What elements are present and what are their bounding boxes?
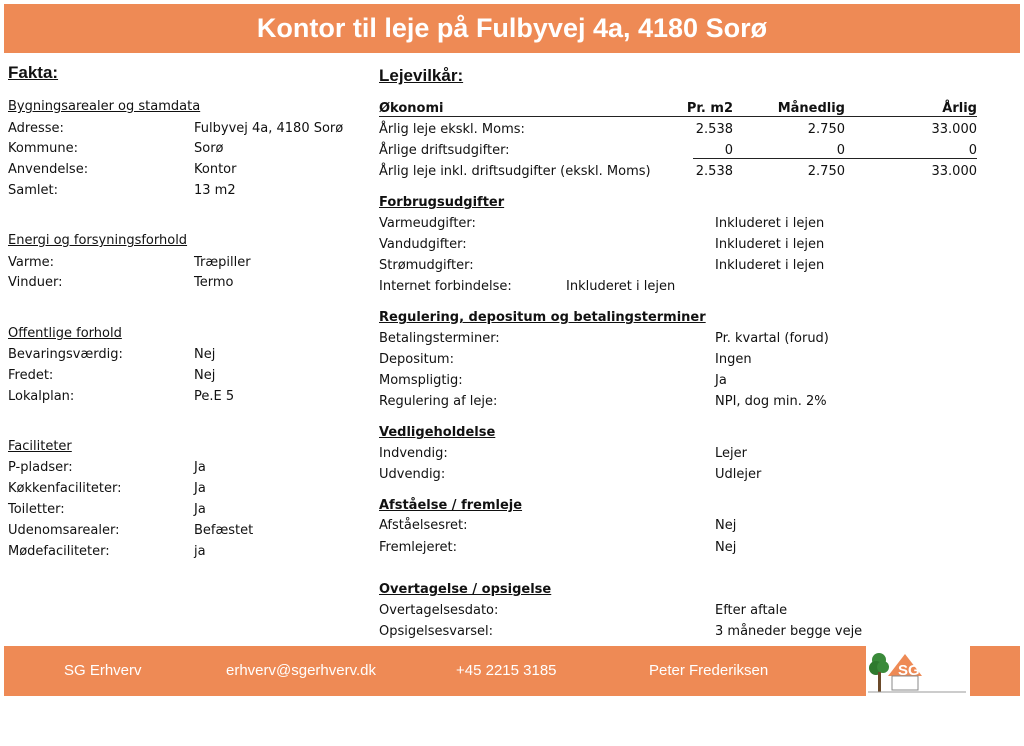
fact-value: Pe.E 5 — [194, 389, 235, 404]
economy-cell: 2.538 — [695, 122, 733, 137]
facts-title: Fakta: — [8, 63, 59, 82]
term-label: Afståelsesret: — [379, 518, 468, 533]
fact-label: Toiletter: — [8, 502, 65, 517]
logo-text: SG Erhverv — [898, 662, 954, 729]
term-value: Inkluderet i lejen — [715, 216, 825, 231]
economy-cell: 0 — [836, 143, 845, 158]
economy-cell: 2.538 — [695, 164, 733, 179]
term-value: Inkluderet i lejen — [715, 258, 825, 273]
term-label: Strømudgifter: — [379, 258, 474, 273]
term-value: NPI, dog min. 2% — [715, 394, 827, 409]
term-label: Betalingsterminer: — [379, 331, 500, 346]
section-heading-regulation: Regulering, depositum og betalingsterminer — [379, 310, 706, 325]
section-heading-facilities: Faciliteter — [8, 439, 72, 454]
term-value: Pr. kvartal (forud) — [715, 331, 829, 346]
term-label: Vandudgifter: — [379, 237, 467, 252]
term-value: Nej — [715, 540, 737, 555]
economy-row-label: Årlig leje ekskl. Moms: — [379, 122, 525, 137]
fact-label: Kommune: — [8, 141, 79, 156]
economy-cell: 0 — [724, 143, 733, 158]
section-heading-building: Bygningsarealer og stamdata — [8, 99, 201, 114]
economy-cell: 0 — [968, 143, 977, 158]
fact-value: Nej — [194, 347, 216, 362]
fact-label: Vinduer: — [8, 275, 63, 290]
section-heading-maintenance: Vedligeholdelse — [379, 425, 496, 440]
term-label: Internet forbindelse: — [379, 279, 512, 294]
fact-label: Samlet: — [8, 183, 58, 198]
term-value: Inkluderet i lejen — [715, 237, 825, 252]
term-label: Opsigelsesvarsel: — [379, 624, 494, 639]
economy-sum-rule — [693, 158, 977, 159]
fact-label: Varme: — [8, 255, 55, 270]
fact-value: Befæstet — [194, 523, 254, 538]
fact-value: Sorø — [194, 141, 224, 156]
term-value: Ingen — [715, 352, 752, 367]
section-heading-utilities: Forbrugsudgifter — [379, 195, 505, 210]
economy-cell: 33.000 — [931, 122, 977, 137]
fact-value: ja — [194, 544, 206, 559]
economy-cell: 33.000 — [931, 164, 977, 179]
term-value: Lejer — [715, 446, 747, 461]
fact-value: Fulbyvej 4a, 4180 Sorø — [194, 121, 344, 136]
term-value: 3 måneder begge veje — [715, 624, 863, 639]
section-heading-public: Offentlige forhold — [8, 326, 122, 341]
footer-contact-name: Peter Frederiksen — [649, 662, 769, 679]
fact-label: Bevaringsværdig: — [8, 347, 123, 362]
fact-label: Udenomsarealer: — [8, 523, 120, 538]
fact-value: Kontor — [194, 162, 237, 177]
term-label: Varmeudgifter: — [379, 216, 476, 231]
term-value: Efter aftale — [715, 603, 788, 618]
fact-label: Anvendelse: — [8, 162, 89, 177]
section-heading-transfer: Afståelse / fremleje — [379, 498, 523, 513]
fact-label: Lokalplan: — [8, 389, 75, 404]
economy-heading: Økonomi — [379, 101, 444, 116]
fact-value: Træpiller — [194, 255, 251, 270]
term-value: Ja — [715, 373, 727, 388]
footer-company: SG Erhverv — [64, 662, 142, 679]
term-label: Overtagelsesdato: — [379, 603, 499, 618]
economy-cell: 2.750 — [807, 164, 845, 179]
term-label: Fremlejeret: — [379, 540, 458, 555]
term-label: Regulering af leje: — [379, 394, 498, 409]
term-value: Inkluderet i lejen — [566, 279, 676, 294]
sg-erhverv-logo — [866, 646, 970, 729]
fact-label: P-pladser: — [8, 460, 73, 475]
fact-value: Ja — [194, 460, 206, 475]
section-heading-energy: Energi og forsyningsforhold — [8, 233, 188, 248]
term-value: Udlejer — [715, 467, 762, 482]
fact-label: Køkkenfaciliteter: — [8, 481, 122, 496]
economy-cell: 2.750 — [807, 122, 845, 137]
term-label: Depositum: — [379, 352, 454, 367]
footer-phone: +45 2215 3185 — [456, 662, 557, 679]
fact-value: Nej — [194, 368, 216, 383]
footer-bar — [4, 646, 1020, 729]
economy-row-label: Årlige driftsudgifter: — [379, 143, 510, 158]
terms-title: Lejevilkår: — [379, 66, 464, 85]
fact-label: Adresse: — [8, 121, 64, 136]
section-heading-takeover: Overtagelse / opsigelse — [379, 582, 552, 597]
economy-col-header: Årlig — [942, 101, 977, 116]
page-title: Kontor til leje på Fulbyvej 4a, 4180 Sorø — [4, 4, 1020, 53]
fact-value: 13 m2 — [194, 183, 236, 198]
fact-label: Mødefaciliteter: — [8, 544, 110, 559]
fact-label: Fredet: — [8, 368, 54, 383]
term-label: Udvendig: — [379, 467, 446, 482]
economy-col-header: Pr. m2 — [686, 101, 733, 116]
fact-value: Termo — [194, 275, 234, 290]
term-value: Nej — [715, 518, 737, 533]
term-label: Indvendig: — [379, 446, 448, 461]
fact-value: Ja — [194, 481, 206, 496]
economy-row-label: Årlig leje inkl. driftsudgifter (ekskl. Moms) — [379, 164, 651, 179]
economy-col-header: Månedlig — [777, 101, 845, 116]
fact-value: Ja — [194, 502, 206, 517]
economy-header-rule — [379, 116, 977, 117]
footer-email-link[interactable]: erhverv@sgerhverv.dk — [226, 662, 376, 679]
term-label: Momspligtig: — [379, 373, 463, 388]
